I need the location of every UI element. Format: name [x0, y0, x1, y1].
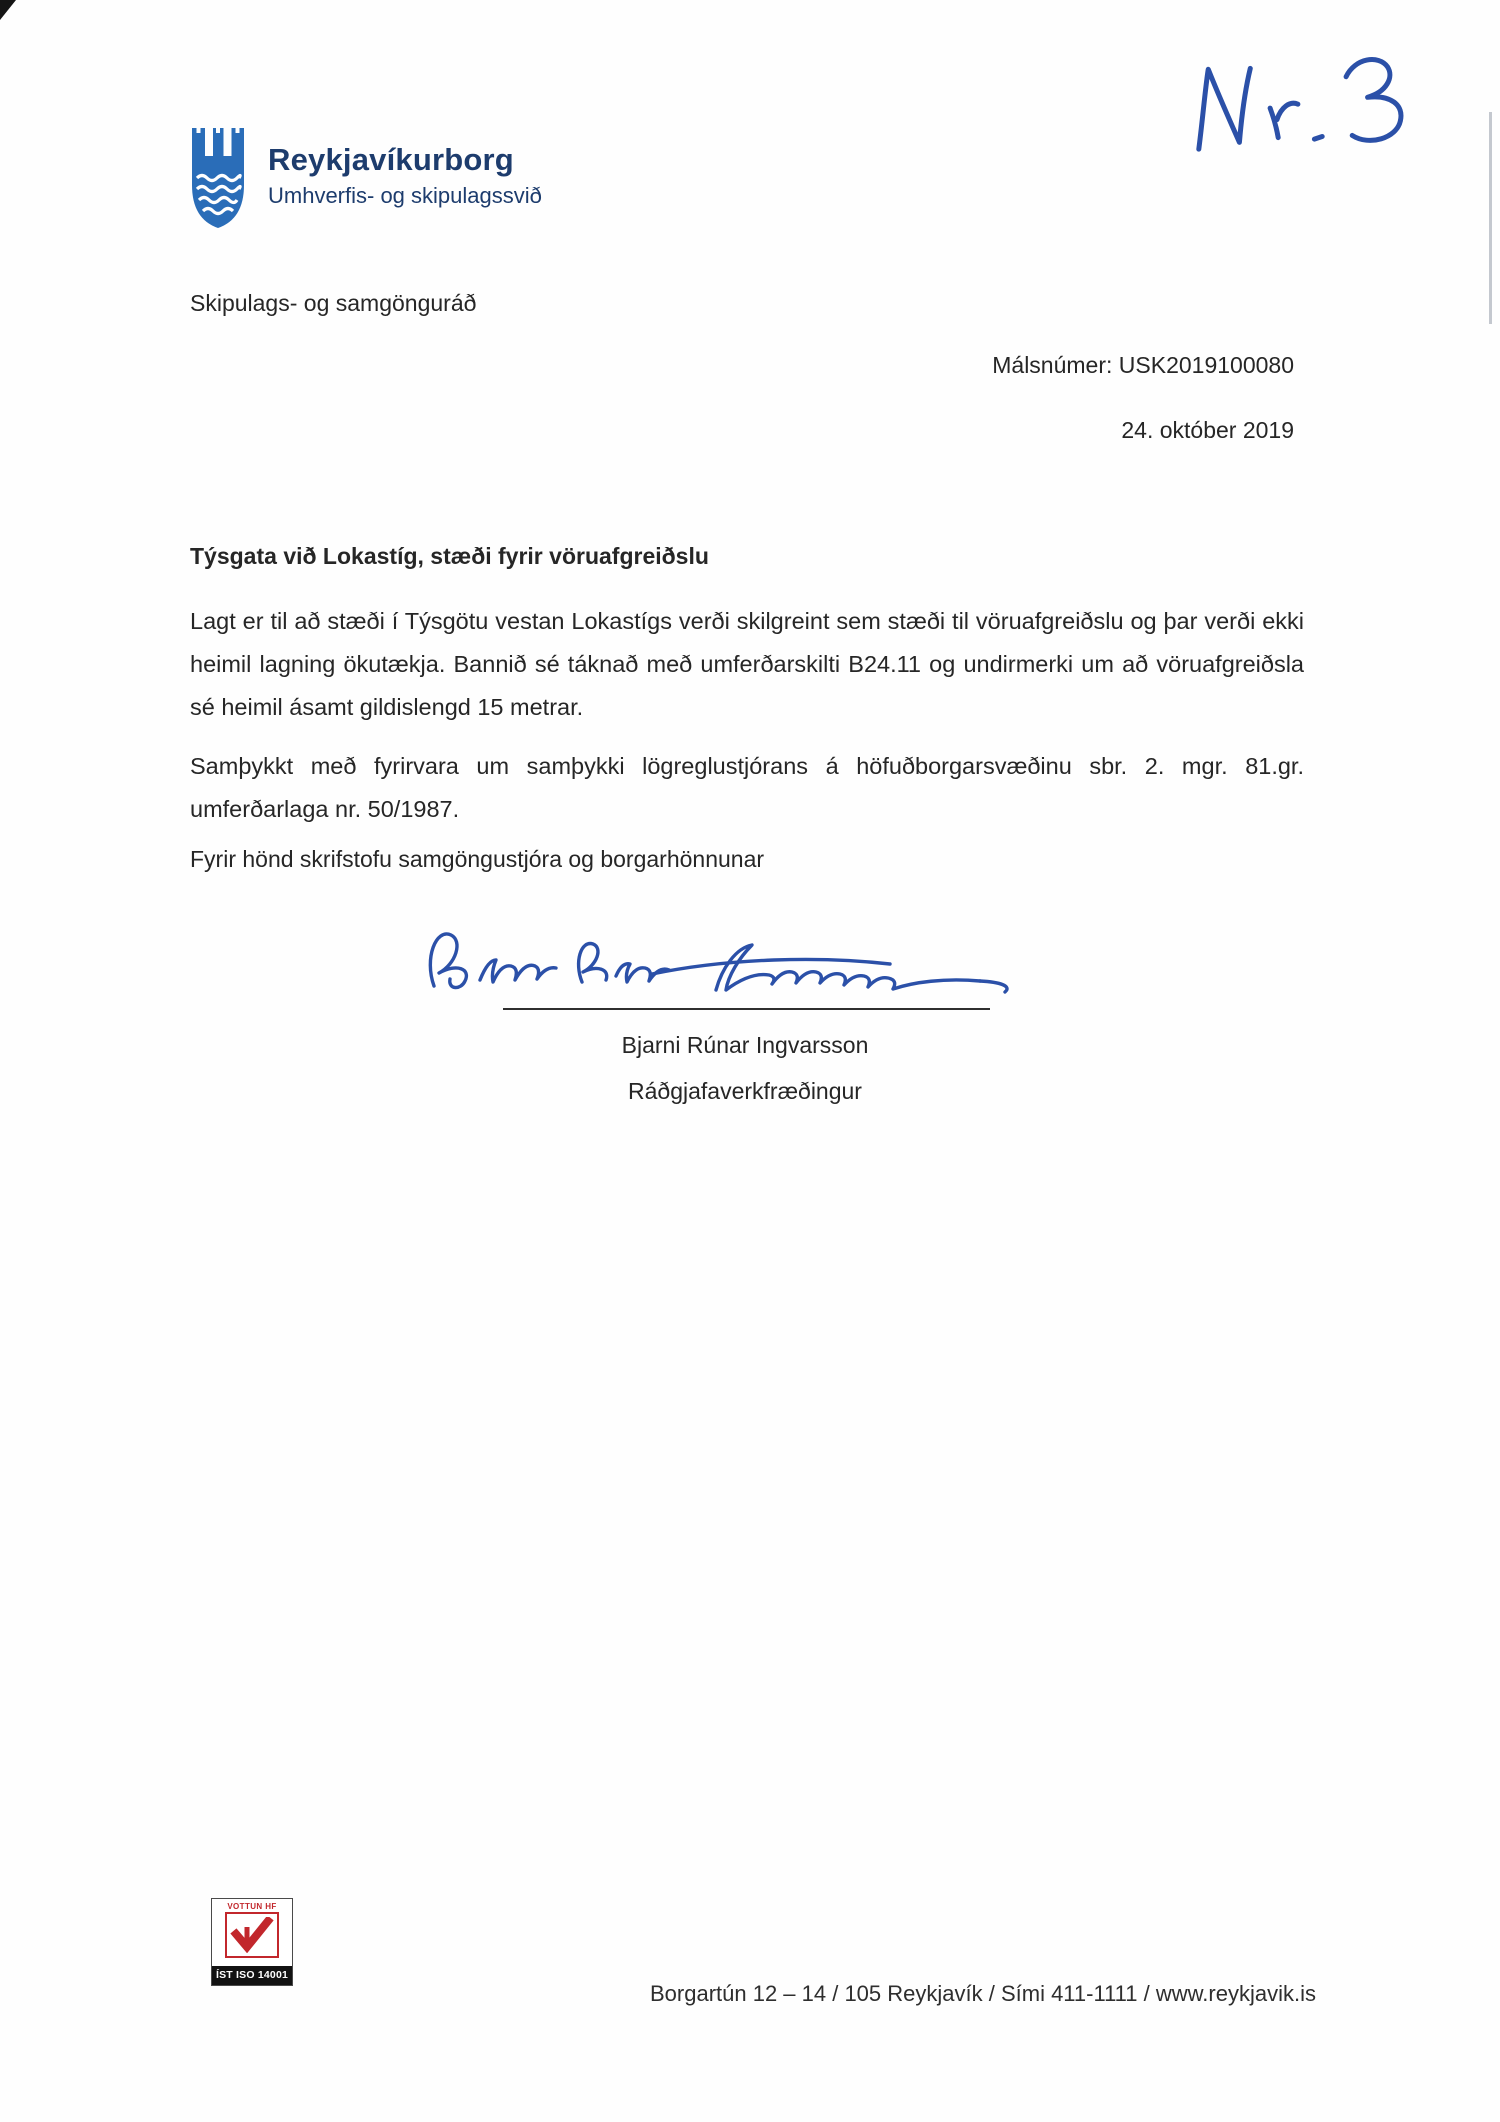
letterhead: [190, 126, 542, 230]
case-number: Málsnúmer: USK2019100080: [992, 352, 1294, 378]
handwritten-number-note: [1176, 40, 1423, 171]
letterhead-text: [268, 126, 542, 209]
iso-issuer-label: VOTTUN HF: [227, 1902, 277, 1911]
footer-contact-line: Borgartún 12 – 14 / 105 Reykjavík / Sími 411-1111 / www.reykjavik.is: [649, 1981, 1316, 2006]
scan-corner-artifact: [0, 0, 16, 20]
closing-line: Fyrir hönd skrifstofu samgöngustjóra og borgarhönnunar: [190, 846, 765, 872]
letter-date: 24. október 2019: [1121, 417, 1294, 443]
iso-standard-label: ÍST ISO 14001: [212, 1966, 292, 1985]
red-checkmark-icon: [225, 1912, 279, 1958]
body-paragraph-1: Lagt er til að stæði í Týsgötu vestan Lokastígs verði skilgreint sem stæði til vöruafgreiðslu og þar verði ekki heimil lagning ökutækja. Bannið sé táknað með umferðarskilti B24.11 og undirmerki um að vöruafgreiðsla sé heimil ásamt gildislengd 15 metrar.: [190, 608, 1304, 720]
org-department: Umhverfis- og skipulagssvið: [268, 183, 542, 208]
subject-heading: Týsgata við Lokastíg, stæði fyrir vöruafgreiðslu: [190, 543, 709, 569]
org-name: Reykjavíkurborg: [268, 142, 514, 177]
reykjavik-coat-of-arms-icon: [190, 126, 246, 230]
signer-title: Ráðgjafaverkfræðingur: [628, 1078, 862, 1104]
iso-certification-badge: [211, 1898, 293, 1986]
signature-line: [503, 1008, 990, 1010]
handwritten-signature: [420, 916, 1080, 1008]
scan-edge-line-artifact: [1489, 112, 1492, 324]
signer-name: Bjarni Rúnar Ingvarsson: [621, 1032, 869, 1058]
recipient-line: Skipulags- og samgönguráð: [190, 290, 477, 316]
body-paragraph-2: Samþykkt með fyrirvara um samþykki lögreglustjórans á höfuðborgarsvæðinu sbr. 2. mgr. 81.gr. umferðarlaga nr. 50/1987.: [190, 753, 1304, 822]
